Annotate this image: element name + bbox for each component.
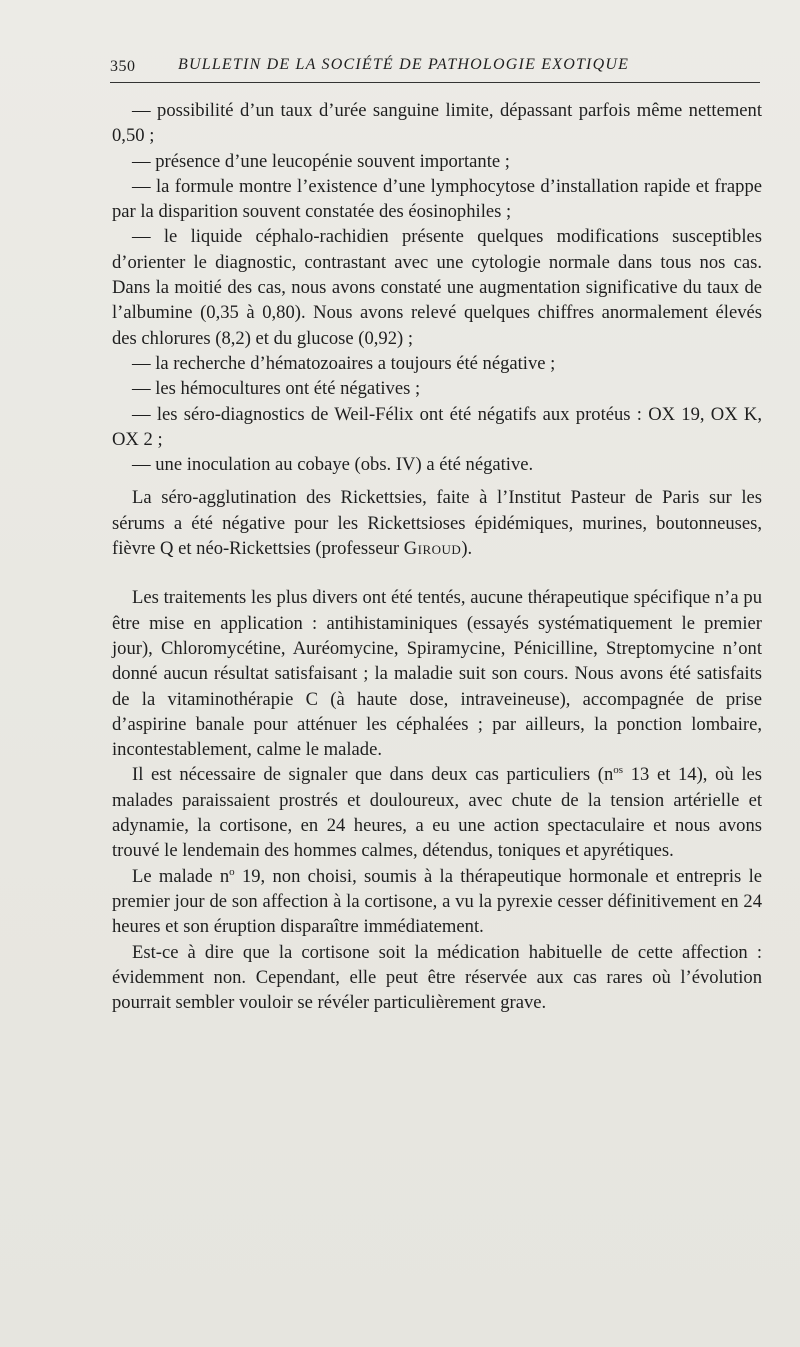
page-number: 350 xyxy=(110,58,136,75)
list-item-hematozoa: — la recherche d’hématozoaires a toujours été négative ; xyxy=(132,352,556,374)
patient19-text-2: 19, non choisi, soumis à la thérapeutique hormonale et entrepris le premier jour de son affection à la cortisone, a vu la pyrexie cesser définitivement en 24 heures et son éruption disparaître immédiatement. xyxy=(112,865,762,938)
paragraph-sero-agglutination xyxy=(112,485,762,561)
running-title: BULLETIN DE LA SOCIÉTÉ DE PATHOLOGIE EXOTIQUE xyxy=(178,56,630,73)
sero-text: La séro-agglutination des Rickettsies, faite à l’Institut Pasteur de Paris sur les sérums a été négative pour les Rickettsioses épidémiques, murines, boutonneuses, fièvre Q et néo-Rickettsies (professeur xyxy=(112,487,762,560)
author-giroud: Giroud xyxy=(403,538,462,560)
cortisone-superscript: os xyxy=(613,764,624,777)
list-item-csf: — le liquide céphalo-rachidien présente quelques modifications susceptibles d’orienter le diagnostic, contrastant avec une cytologie normale dans tous nos cas. Dans la moitié des cas, nous avons constaté une augmentation significative du taux de l’albumine (0,35 à 0,80). Nous avons relevé quelques chiffres anormalement élevés des chlorures (8,2) et du glucose (0,92) ; xyxy=(112,226,762,349)
paragraph-treatments: Les traitements les plus divers ont été tentés, aucune thérapeutique spécifique n’a pu être mise en application : antihistaminiques (essayés systématiquement le premier jour), Chloromycétine, Auréomycine, Spiramycine, Pénicilline, Streptomycine n’ont donné aucun résultat satisfaisant ; la maladie suit son cours. Nous avons été satisfaits de la vitaminothérapie C (à haute dose, intraveineuse), accompagnée de prise d’aspirine banale pour atténuer les céphalées ; par ailleurs, la ponction lombaire, incontestablement, calme le malade. xyxy=(112,587,762,761)
patient19-text-1: Le malade n xyxy=(132,865,230,887)
list-item-inoculation: — une inoculation au cobaye (obs. IV) a été négative. xyxy=(132,454,534,476)
list-item-formula: — la formule montre l’existence d’une lymphocytose d’installation rapide et frappe par la disparition souvent constatée des éosinophiles ; xyxy=(112,175,762,223)
patient19-superscript: o xyxy=(229,865,235,878)
paragraph-conclusion: Est-ce à dire que la cortisone soit la médication habituelle de cette affection : évidemment non. Cependant, elle peut être réservée aux cas rares où l’évolution pourrait sembler vouloir se révéler particulièrement grave. xyxy=(112,941,762,1014)
paragraph-patient-19 xyxy=(112,864,762,940)
list-item-leucopenia: — présence d’une leucopénie souvent importante ; xyxy=(132,150,510,172)
sero-end: ). xyxy=(461,538,473,560)
list-item-urea: — possibilité d’un taux d’urée sanguine limite, dépassant parfois même nettement 0,50 ; xyxy=(112,100,762,147)
body-text xyxy=(112,98,762,1015)
cortisone-text-2: 13 et 14), où les malades paraissaient prostrés et douloureux, avec chute de la tension artérielle et adynamie, la cortisone, en 24 heures, a eu une action spectaculaire et nous avons trouvé le lendemain des hommes calmes, détendus, toniques et apyrétiques. xyxy=(112,764,762,862)
cortisone-text-1: Il est nécessaire de signaler que dans deux cas particuliers (n xyxy=(132,764,614,786)
page-header xyxy=(110,56,760,83)
paragraph-cortisone xyxy=(112,762,762,863)
list-item-weil-felix: — les séro-diagnostics de Weil-Félix ont été négatifs aux protéus : OX 19, OX K, OX 2 ; xyxy=(112,403,762,450)
list-item-hemocultures: — les hémocultures ont été négatives ; xyxy=(132,378,421,400)
